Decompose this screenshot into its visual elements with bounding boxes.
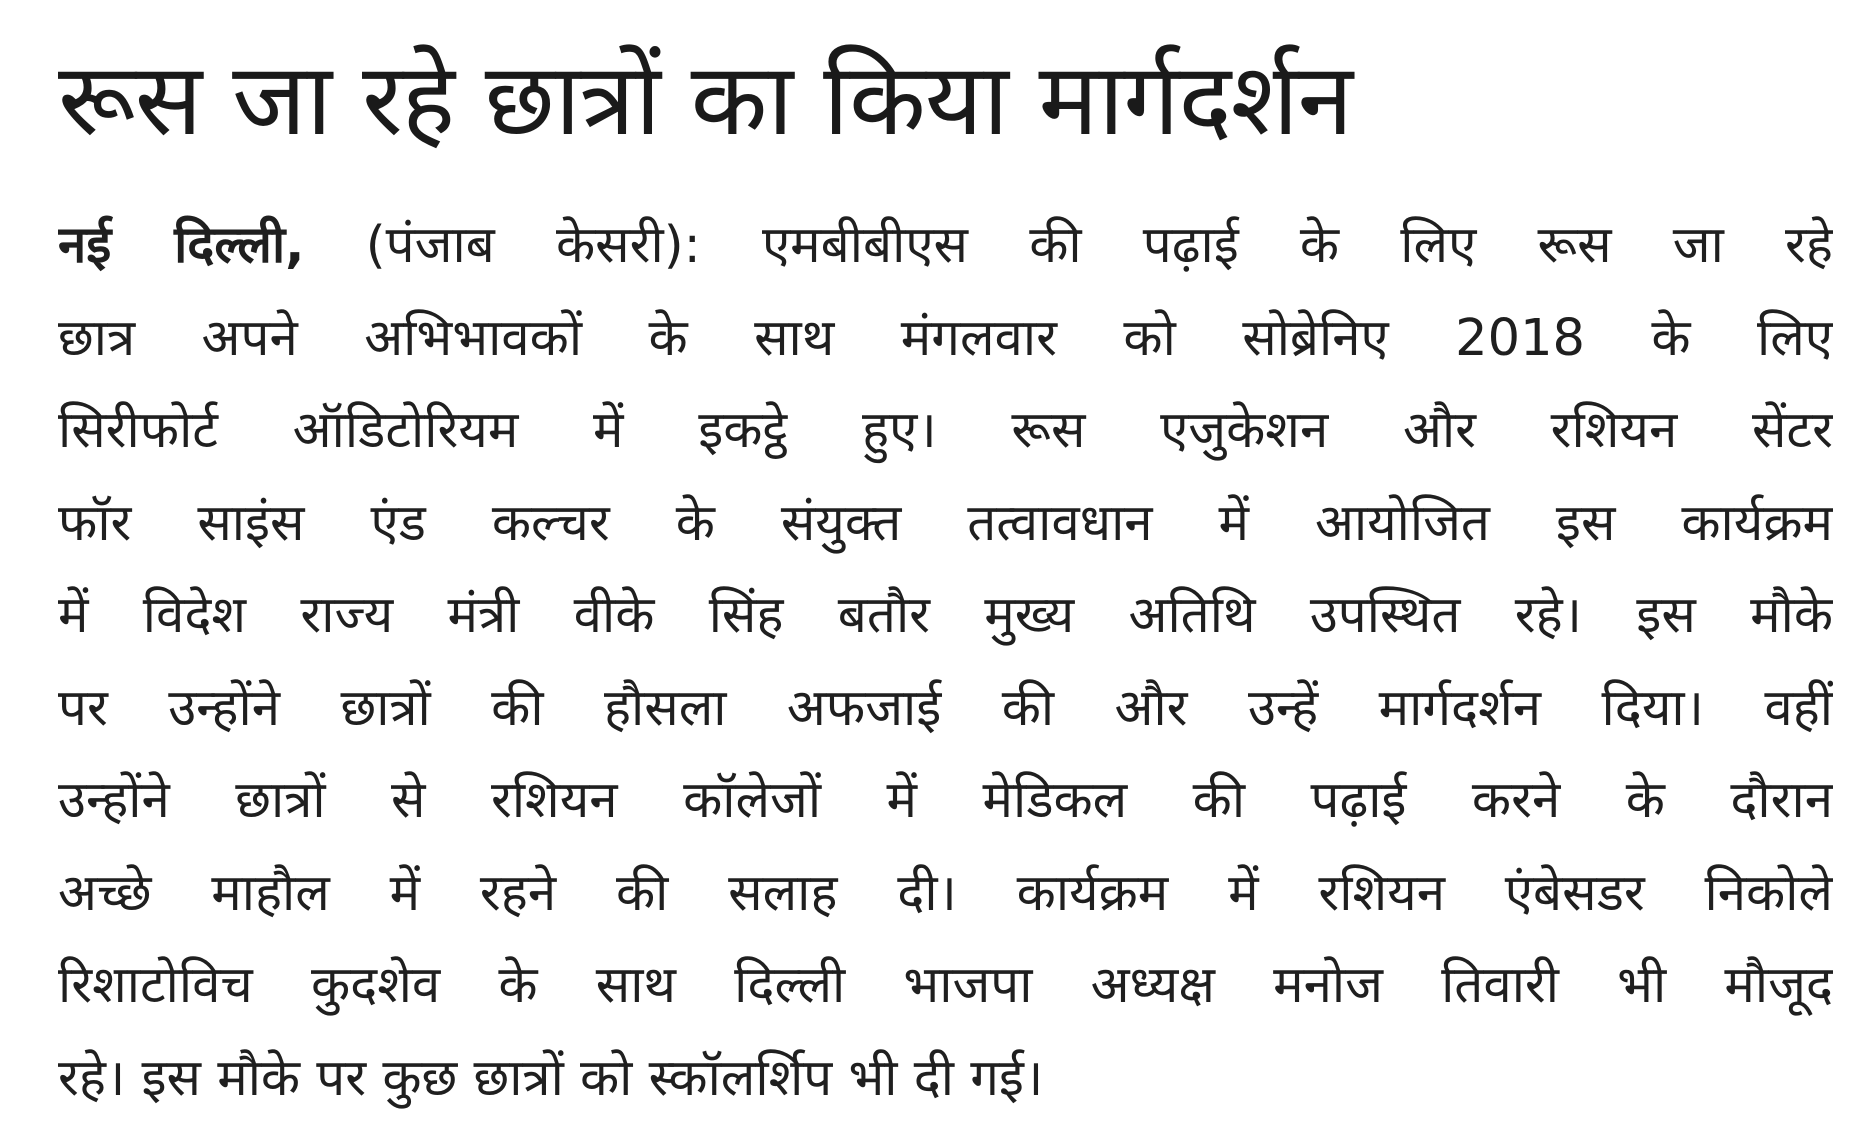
article-line-2: छात्र अपने अभिभावकों के साथ मंगलवार को सोब्रेनिए 2018 के लिए (58, 308, 1833, 368)
article-line-1-text: एमबीबीएस की पढ़ाई के लिए रूस जा रहे (761, 216, 1833, 275)
article-line-3: सिरीफोर्ट ऑडिटोरियम में इकट्ठे हुए। रूस एजुकेशन और रशियन सेंटर (58, 401, 1833, 460)
article-line-7: उन्होंने छात्रों से रशियन कॉलेजों में मेडिकल की पढ़ाई करने के दौरान (58, 771, 1833, 830)
article-line-6: पर उन्होंने छात्रों की हौसला अफजाई की और उन्हें मार्गदर्शन दिया। वहीं (58, 678, 1833, 738)
article-line-10: रहे। इस मौके पर कुछ छात्रों को स्कॉलर्शिप भी दी गई। (58, 1048, 1044, 1108)
news-source: (पंजाब केसरी): (304, 216, 762, 275)
dateline: नई दिल्ली, (58, 216, 305, 275)
article-line-9: रिशाटोविच कुदशेव के साथ दिल्ली भाजपा अध्यक्ष मनोज तिवारी भी मौजूद (58, 956, 1833, 1015)
article-line-5: में विदेश राज्य मंत्री वीके सिंह बतौर मुख्य अतिथि उपस्थित रहे। इस मौके (58, 586, 1833, 645)
article-line-4: फॉर साइंस एंड कल्चर के संयुक्त तत्वावधान में आयोजित इस कार्यक्रम (58, 493, 1833, 553)
article-line-8: अच्छे माहौल में रहने की सलाह दी। कार्यक्रम में रशियन एंबेसडर निकोले (58, 863, 1833, 923)
headline: रूस जा रहे छात्रों का किया मार्गदर्शन (58, 41, 1353, 158)
article-line-1 (58, 200, 1833, 293)
article-body (58, 200, 1833, 1125)
